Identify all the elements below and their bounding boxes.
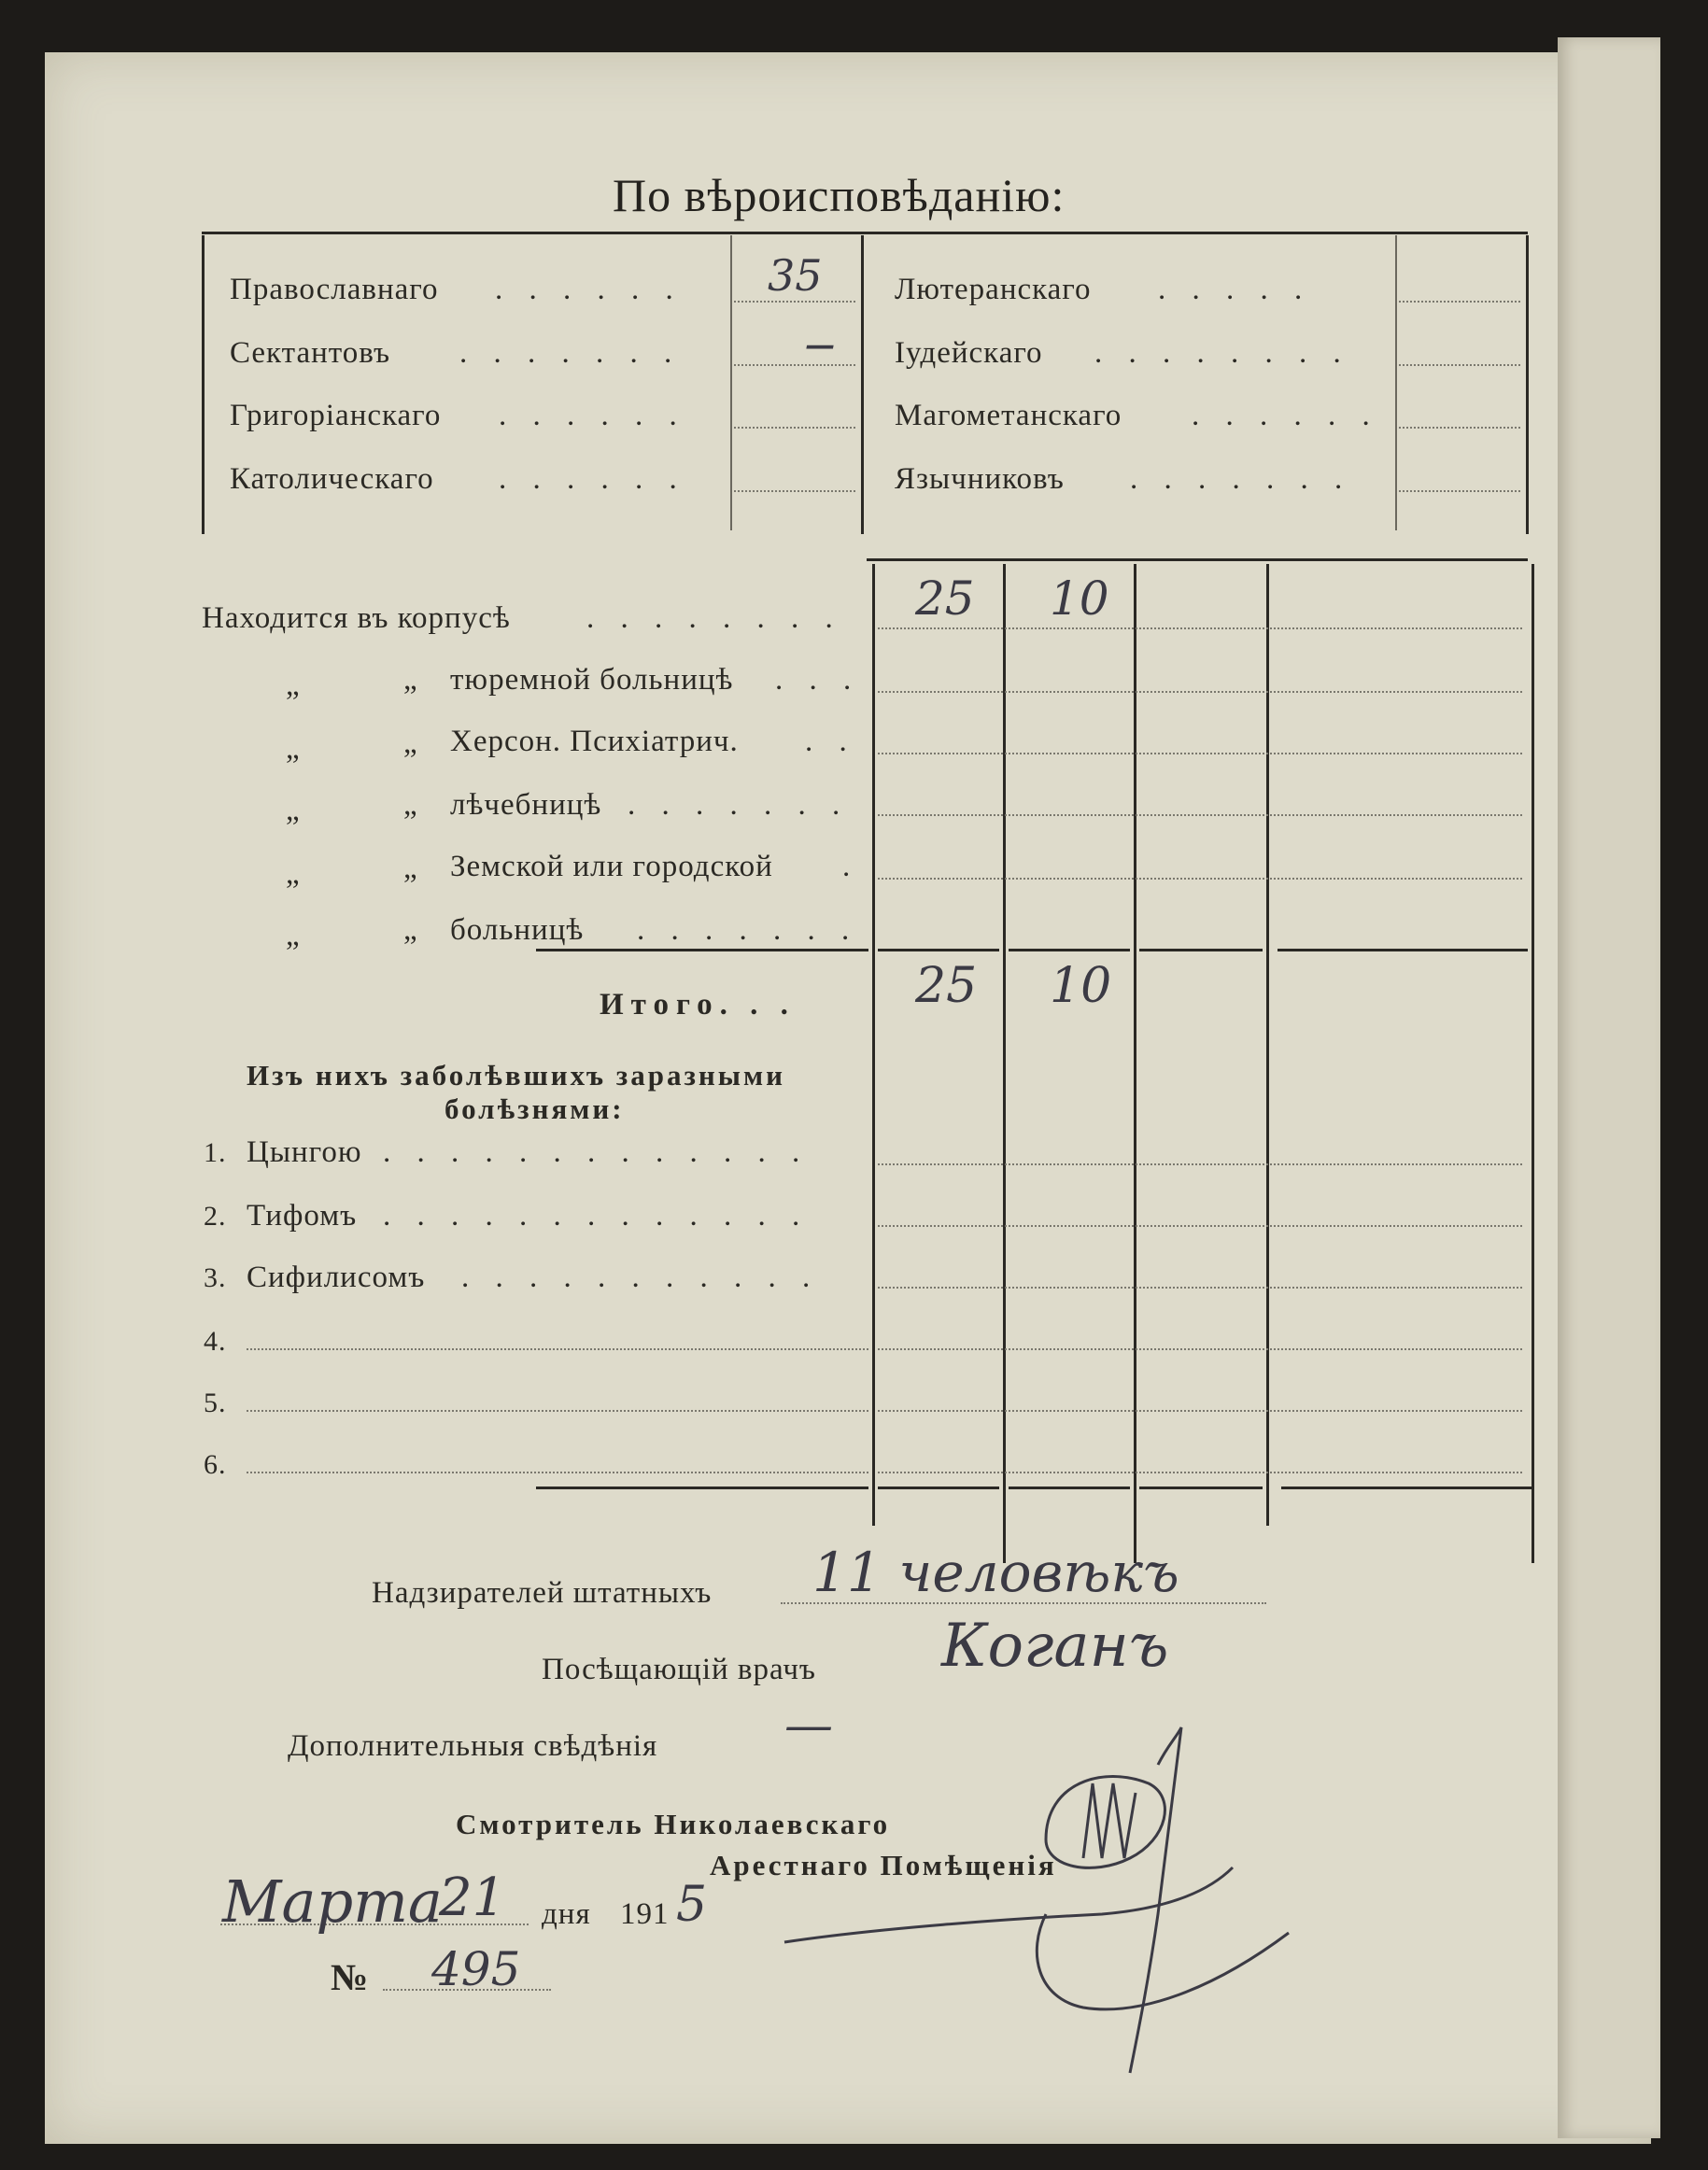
dot-leader: . . . . . . .: [628, 788, 850, 822]
value-line: [1399, 364, 1520, 366]
value-line: [734, 427, 855, 429]
value-line: [878, 1472, 1522, 1473]
disease-number: 1.: [204, 1137, 227, 1168]
dot-leader: . . . . . . . . . . . . .: [383, 1135, 810, 1169]
page-edge: [1558, 37, 1660, 2138]
dot-leader: . . . . .: [1158, 273, 1312, 306]
dot-leader: . . . . . . .: [1130, 462, 1352, 496]
disease-number: 6.: [204, 1449, 227, 1480]
extra-info-label: Дополнительныя свѣдѣнія: [288, 1729, 658, 1763]
diseases-heading-line1: Изъ нихъ заболѣвшихъ заразными: [247, 1059, 785, 1092]
location-table-col-border-3: [1134, 564, 1136, 1563]
ditto-mark: „: [403, 726, 418, 760]
date-day-word: дня: [542, 1897, 591, 1931]
religion-left-value-column: [730, 235, 732, 530]
value-line: [878, 1225, 1522, 1227]
dot-leader: . . . . . .: [499, 462, 686, 496]
religion-label: Лютеранскаго: [895, 273, 1092, 306]
disease-number: 4.: [204, 1326, 227, 1357]
blank-entry-line: [247, 1472, 868, 1473]
value-line: [878, 814, 1522, 816]
table-bottom-rule: [878, 1487, 999, 1489]
dot-leader: . . . . . . . . . . . . .: [383, 1199, 810, 1233]
religion-table-right-border: [1526, 235, 1529, 534]
ditto-mark: „: [286, 669, 301, 702]
value-line: [878, 627, 1522, 629]
ditto-mark: „: [403, 852, 418, 885]
dot-leader: .: [842, 850, 860, 883]
location-label: больницѣ: [450, 913, 585, 947]
value-line: [878, 878, 1522, 880]
value-line: [878, 1287, 1522, 1289]
doctor-label: Посѣщающій врачъ: [542, 1653, 816, 1686]
ditto-mark: „: [286, 794, 301, 827]
dot-leader: . . . . . . .: [459, 336, 682, 370]
dot-leader: . .: [805, 725, 856, 758]
table-bottom-rule: [1281, 1487, 1532, 1489]
value-line: [734, 301, 855, 303]
value-line: [878, 753, 1522, 754]
location-subtotal-rule: [536, 949, 868, 951]
location-label: лѣчебницѣ: [450, 788, 602, 822]
location-table-col-border-1: [872, 564, 875, 1526]
dot-leader: . . . . . .: [499, 399, 686, 432]
value-line: [878, 1348, 1522, 1350]
value-line: [878, 691, 1522, 693]
wardens-label: Надзирателей штатныхъ: [372, 1576, 713, 1610]
ditto-mark: „: [403, 913, 418, 947]
location-table-top-rule: [867, 558, 1528, 561]
value-line: [878, 1163, 1522, 1165]
location-value-col1: 25: [915, 571, 975, 626]
ditto-mark: „: [403, 788, 418, 822]
value-line: [734, 364, 855, 366]
disease-label: Цынгою: [247, 1135, 362, 1169]
date-day: 21: [439, 1867, 506, 1928]
location-table-col-border-2: [1003, 564, 1006, 1563]
dot-leader: . . . . . . . .: [586, 601, 842, 635]
dot-leader: . . . . . .: [1192, 399, 1379, 432]
ditto-mark: „: [403, 663, 418, 697]
value-line: [878, 1410, 1522, 1412]
location-label: Херсон. Психіатрич.: [450, 725, 739, 758]
table-bottom-rule: [1009, 1487, 1130, 1489]
date-year-handwritten: 5: [676, 1877, 708, 1933]
disease-number: 3.: [204, 1262, 227, 1293]
location-table-col-border-4: [1266, 564, 1269, 1526]
dot-leader: . . . . . . .: [637, 913, 859, 947]
total-value-col2: 10: [1050, 958, 1112, 1014]
dot-leader: . . . . . . . .: [1094, 336, 1350, 370]
disease-number: 5.: [204, 1388, 227, 1418]
table-bottom-rule: [1139, 1487, 1263, 1489]
signatory-title-line2: Арестнаго Помѣщенія: [710, 1849, 1057, 1881]
religion-value-sectarian: —: [805, 327, 835, 362]
page-title: По вѣроисповѣданію:: [613, 169, 1066, 221]
religion-label: Іудейскаго: [895, 336, 1043, 370]
disease-number: 2.: [204, 1201, 227, 1232]
religion-label: Сектантовъ: [230, 336, 391, 370]
location-value-col2: 10: [1050, 571, 1109, 626]
religion-label: Язычниковъ: [895, 462, 1065, 496]
table-bottom-rule: [536, 1487, 868, 1489]
blank-entry-line: [247, 1348, 868, 1350]
ditto-mark: „: [286, 919, 301, 952]
location-subtotal-rule: [1277, 949, 1528, 951]
religion-label: Католическаго: [230, 462, 434, 496]
document-number: 495: [431, 1942, 521, 1996]
location-subtotal-rule: [1009, 949, 1130, 951]
signatory-title-line1: Смотритель Николаевскаго: [456, 1808, 891, 1840]
date-year-printed: 191: [620, 1897, 670, 1931]
disease-label: Сифилисомъ: [247, 1261, 426, 1294]
location-label: Земской или городской: [450, 850, 773, 883]
religion-table-left-border: [202, 235, 205, 534]
religion-table-middle-divider: [861, 235, 864, 534]
ditto-mark: „: [286, 732, 301, 766]
value-line: [1399, 490, 1520, 492]
religion-table-top-rule: [202, 232, 1528, 234]
number-sign: №: [331, 1956, 372, 1998]
dot-leader: . . . . . .: [495, 273, 683, 306]
disease-label: Тифомъ: [247, 1199, 358, 1233]
location-table-right-border: [1532, 564, 1534, 1563]
religion-label: Григоріанскаго: [230, 399, 442, 432]
signature-mark: [766, 1727, 1326, 2082]
value-line: [734, 490, 855, 492]
religion-right-value-column: [1395, 235, 1397, 530]
doctor-value: Коганъ: [941, 1612, 1169, 1681]
dot-leader: . . . . . . . . . . .: [461, 1261, 820, 1294]
location-subtotal-rule: [1139, 949, 1263, 951]
location-subtotal-rule: [878, 949, 999, 951]
wardens-value: 11 человѣкъ: [812, 1541, 1179, 1604]
ditto-mark: „: [286, 857, 301, 891]
date-month: Марта: [222, 1867, 443, 1936]
diseases-heading-line2: болѣзнями:: [445, 1092, 625, 1125]
dot-leader: . . .: [775, 663, 861, 697]
blank-entry-line: [247, 1410, 868, 1412]
total-label: Итого. . .: [600, 988, 796, 1022]
location-label: тюремной больницѣ: [450, 663, 734, 697]
religion-label: Православнаго: [230, 273, 439, 306]
location-label: Находится въ корпусѣ: [202, 601, 511, 635]
value-line: [1399, 301, 1520, 303]
religion-value-orthodox: 35: [768, 250, 823, 301]
total-value-col1: 25: [915, 958, 978, 1014]
value-line: [1399, 427, 1520, 429]
extra-info-value: —: [784, 1698, 833, 1754]
religion-label: Магометанскаго: [895, 399, 1122, 432]
